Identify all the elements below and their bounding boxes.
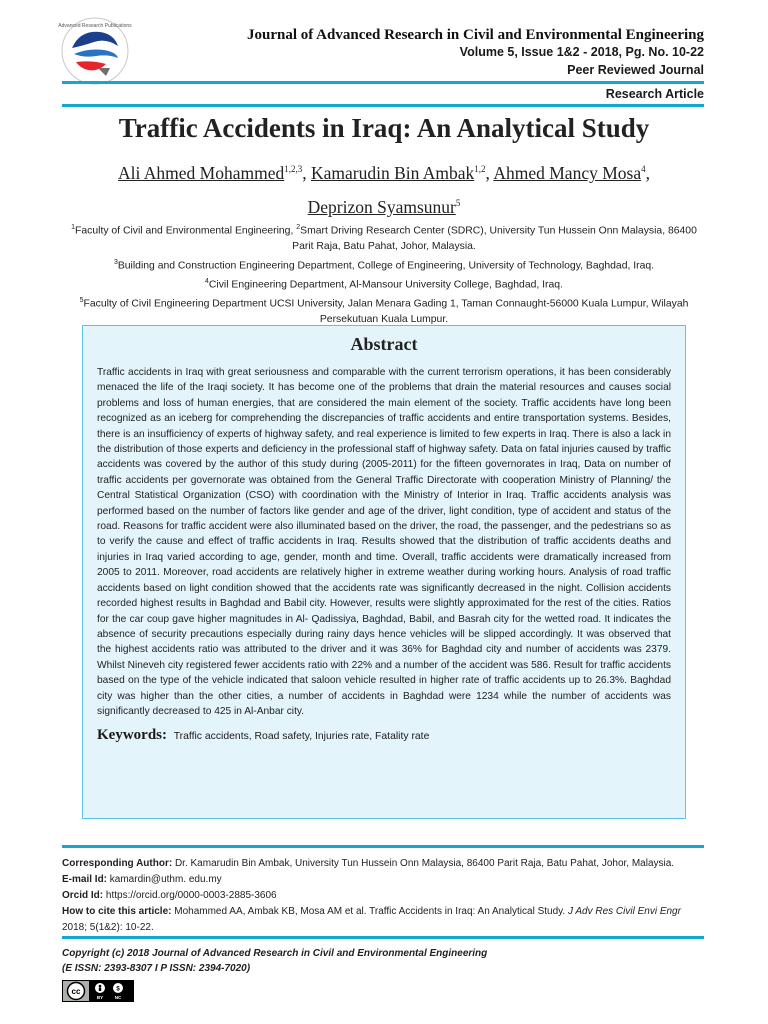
affiliation-line [70,274,698,293]
article-footer-info [62,856,704,936]
author-separator: , [645,162,650,183]
author-affiliation-sup: 4 [641,164,646,174]
affiliation-text: Smart Driving Research Center (SDRC), University Tun Hussein Onn Malaysia, 86400 Parit Raja, Batu Pahat, Johor, Malaysia. [292,225,697,253]
footer-divider [62,845,704,848]
article-type-label: Research Article [605,87,704,101]
keywords-value: Traffic accidents, Road safety, Injuries rate, Fatality rate [173,731,430,743]
affiliation-line [70,293,698,328]
author-separator: , [302,162,311,183]
affiliation-text: Faculty of Civil Engineering Department UCSI University, Jalan Menara Gading 1, Taman Connaught-56000 Kuala Lumpur, Wilayah Persekutuan Kuala Lumpur. [83,298,689,325]
author-name[interactable]: Ahmed Mancy Mosa [493,162,642,183]
by-label: BY [96,995,104,1000]
citation-journal: J Adv Res Civil Envi Engr [567,906,681,917]
email-label: E-mail Id: [62,874,108,885]
affiliation-sup: 1 [71,224,76,231]
author-name[interactable]: Deprizon Syamsunur [307,196,456,217]
abstract-text: Traffic accidents in Iraq with great seriousness and comparable with the current terrorism operations, it has been considerably menaced the life of the Iraqi society. It has become one of the problems that drain the material resources and causes social problems and loss of human energies, that are considered the main element of the society. Traffic accidents have long been recognized as an iceberg for comprehending the discrepancies of traffic accidents and entire transportation systems. Besides, there is an insufficiency of experts of highway safety, and real experience is limited to few experts in Iraq. There is also a lack in the distribution of those experts and deficiency in the professional staff of highway safety. Data on fatal injuries caused by traffic accidents was covered by the author of this study during (2005-2011) for the fifteen governorates in Iraq, Data on number of traffic accidents per governorate was obtained from the General Traffic Directorate with cooperation Ministry of Planning/ the Central Statistical Organization (CSO) with coordination with the Ministry of Interior in Iraq. Traffic accidents analysis was performed based on the number of factors like gender and age of the driver, light condition, type of accident and status of the road. Reasons for traffic accident were also illuminated based on the driver, the road, the passenger, and the pedestrians so as to verify the cause and effect of traffic accidents in Iraq. Results showed that the distribution of traffic accidents deaths and injuries in Iraq varied according to age, gender, month and time. Overall, traffic accidents were dramatically increased from 2005 to 2011. Moreover, road accidents are relatively higher in extreme weather during working hours. Analysis of road traffic accidents based on light condition showed that the accidents rate was significantly decreased in the night. Collision accidents recorded highest results in Baghdad and Babil city. However, results were slightly approximated for the rest of the cities. Ratios for the car coup gave higher magnitudes in Al- Qadissiya, Baghdad, Babil, and Basrah city for the wetted road. It indicates the absence of security precautions especially during rainy days hence vehicles will be slipped accordingly. It was observed that the highest accidents ratio was attributed to the driver and it was 36% for Baghdad city and number of accidents was 2379. Whilst Nineveh city registered fewer accidents ratio with 22% and a number of the accident was 586. Result for traffic accidents based on the type of the vehicle indicated that saloon vehicle resulted in higher rate of traffic accidents up to 26.3%. Baghdad city was higher than the other cities, a number of accidents in Baghdad were 1234 while the number of accidents was significantly decreased to 425 in Al-Anbar city. [97,367,671,717]
author-affiliation-sup: 5 [455,197,461,208]
author-affiliation-sup: 1,2 [474,164,486,174]
keywords-label: Keywords: [97,727,167,744]
header-divider [62,81,704,84]
author-list [110,154,658,222]
author-name[interactable]: Ali Ahmed Mohammed [118,162,285,183]
journal-logo [58,14,132,88]
affiliation-line [70,255,698,274]
cc-icon: cc [71,987,81,996]
affiliation-sup: 4 [205,277,209,285]
email-link[interactable]: kamardin@uthm. edu.my [107,874,222,885]
email-line [62,872,704,888]
journal-name: Journal of Advanced Research in Civil and Environmental Engineering [247,27,704,43]
affiliation-text: Civil Engineering Department, Al-Mansour University College, Baghdad, Iraq. [208,279,563,291]
peer-reviewed-label: Peer Reviewed Journal [567,63,704,77]
citation-tail: 2018; 5(1&2): 10-22. [62,922,154,933]
header-divider-lower [62,104,704,107]
copyright-text: Copyright (c) 2018 Journal of Advanced Research in Civil and Environmental Engineering [62,948,488,959]
affiliation-sup: 2 [296,224,301,231]
corresponding-author [62,856,704,872]
article-title: Traffic Accidents in Iraq: An Analytical Study [118,113,650,143]
copyright-block [62,946,487,976]
citation-line [62,904,704,936]
corresponding-author-label: Corresponding Author: [62,858,173,869]
issn-text: (E ISSN: 2393-8307 I P ISSN: 2394-7020) [62,963,251,974]
author-separator: , [485,162,494,183]
keywords-line [97,727,671,744]
cc-license-badge[interactable] [62,980,134,1002]
affiliation-sup: 5 [79,296,84,304]
affiliation-line [70,220,698,255]
author-affiliation-sup: 1,2,3 [284,164,303,174]
footer-divider-lower [62,936,704,939]
affiliation-text: Building and Construction Engineering Department, College of Engineering, University of Technology, Baghdad, Iraq. [117,260,655,272]
nc-label: NC [114,995,122,1000]
orcid-label: Orcid Id: [62,890,104,901]
author-name[interactable]: Kamarudin Bin Ambak [310,162,475,183]
logo-text: Advanced Research Publications [58,23,132,29]
abstract-heading: Abstract [350,334,418,354]
nc-dollar-icon: $ [116,986,120,993]
affiliation-sup: 3 [113,258,118,266]
affiliations [70,220,698,327]
corresponding-author-value: Dr. Kamarudin Bin Ambak, University Tun Hussein Onn Malaysia, 86400 Parit Raja, Batu Pahat, Johor, Malaysia. [172,858,675,869]
citation-text: Mohammed AA, Ambak KB, Mosa AM et al. Traffic Accidents in Iraq: An Analytical Study. [171,906,568,917]
orcid-link[interactable]: https://orcid.org/0000-0003-2885-3606 [103,890,277,901]
orcid-line [62,888,704,904]
affiliation-text: Faculty of Civil and Environmental Engineering, [75,225,297,237]
volume-line: Volume 5, Issue 1&2 - 2018, Pg. No. 10-22 [459,45,704,59]
abstract-box [82,325,686,819]
citation-label: How to cite this article: [62,906,172,917]
